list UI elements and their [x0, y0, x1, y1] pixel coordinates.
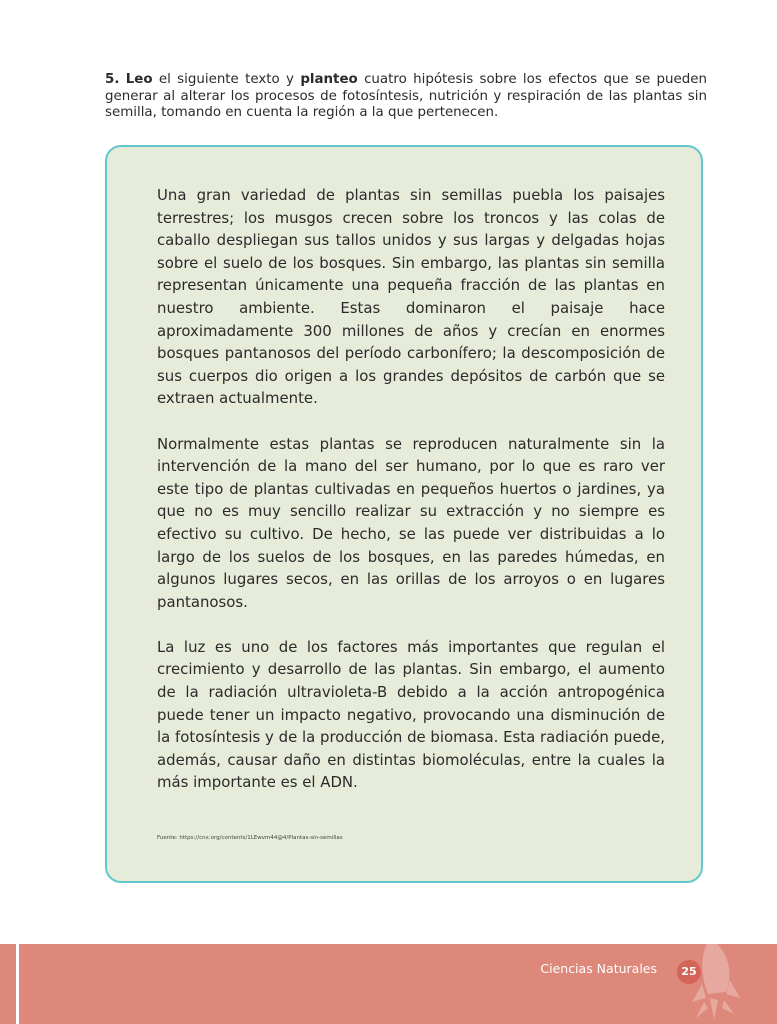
reading-box: [105, 145, 703, 883]
footer-divider: [16, 944, 19, 1024]
activity-instruction: [105, 72, 707, 122]
source-citation: Fuente: https://cnx.org/contents/1LEwvm44@4/Plantas-sin-semillas: [157, 835, 343, 841]
page-footer: [0, 944, 777, 1024]
activity-number: 5.: [105, 72, 120, 87]
instruction-text-1: el siguiente texto y: [152, 72, 301, 87]
rocket-icon: [652, 944, 748, 1024]
reading-paragraph-2: Normalmente estas plantas se reproducen naturalmente sin la intervención de la mano del ser humano, por lo que es raro ver este tipo de plantas cultivadas en pequeños huertos o jardines, ya que no es muy sencillo realizar su extracción y no siempre es efectivo su cultivo. De hecho, se las puede ver distribuidas a lo largo de los suelos de los bosques, en las paredes húmedas, en algunos lugares secos, en las orillas de los arroyos o en lugares pantanosos.: [157, 434, 665, 611]
reading-paragraph-3: La luz es uno de los factores más importantes que regulan el crecimiento y desarrollo de las plantas. Sin embargo, el aumento de la radiación ultravioleta-B debido a la acción antropogénica puede tener un impacto negativo, provocando una disminución de la fotosíntesis y de la producción de biomasa. Esta radiación puede, además, causar daño en distintas biomoléculas, entre la cuales la más importante es el ADN.: [157, 637, 665, 792]
instruction-verb-leo: Leo: [125, 72, 153, 87]
instruction-verb-planteo: planteo: [300, 72, 358, 87]
reading-paragraph-1: Una gran variedad de plantas sin semillas puebla los paisajes terrestres; los musgos crecen sobre los troncos y las colas de caballo despliegan sus tallos unidos y sus largas y delgadas hojas sobre el suelo de los bosques. Sin embargo, las plantas sin semilla representan únicamente una pequeña fracción de las plantas en nuestro ambiente. Estas dominaron el paisaje hace aproximadamente 300 millones de años y crecían en enormes bosques pantanosos del período carbonífero; la descomposición de sus cuerpos dio origen a los grandes depósitos de carbón que se extraen actualmente.: [157, 186, 665, 408]
instruction-text-2: cuatro hipótesis sobre los efectos que se pueden generar al alterar los procesos de fotosíntesis, nutrición y respiración de las plantas sin semilla, tomando en cuenta la región a la que pertenecen.: [105, 72, 707, 120]
reading-text: [157, 184, 665, 817]
page-number-badge: 25: [677, 960, 701, 984]
subject-label: Ciencias Naturales: [540, 961, 657, 976]
